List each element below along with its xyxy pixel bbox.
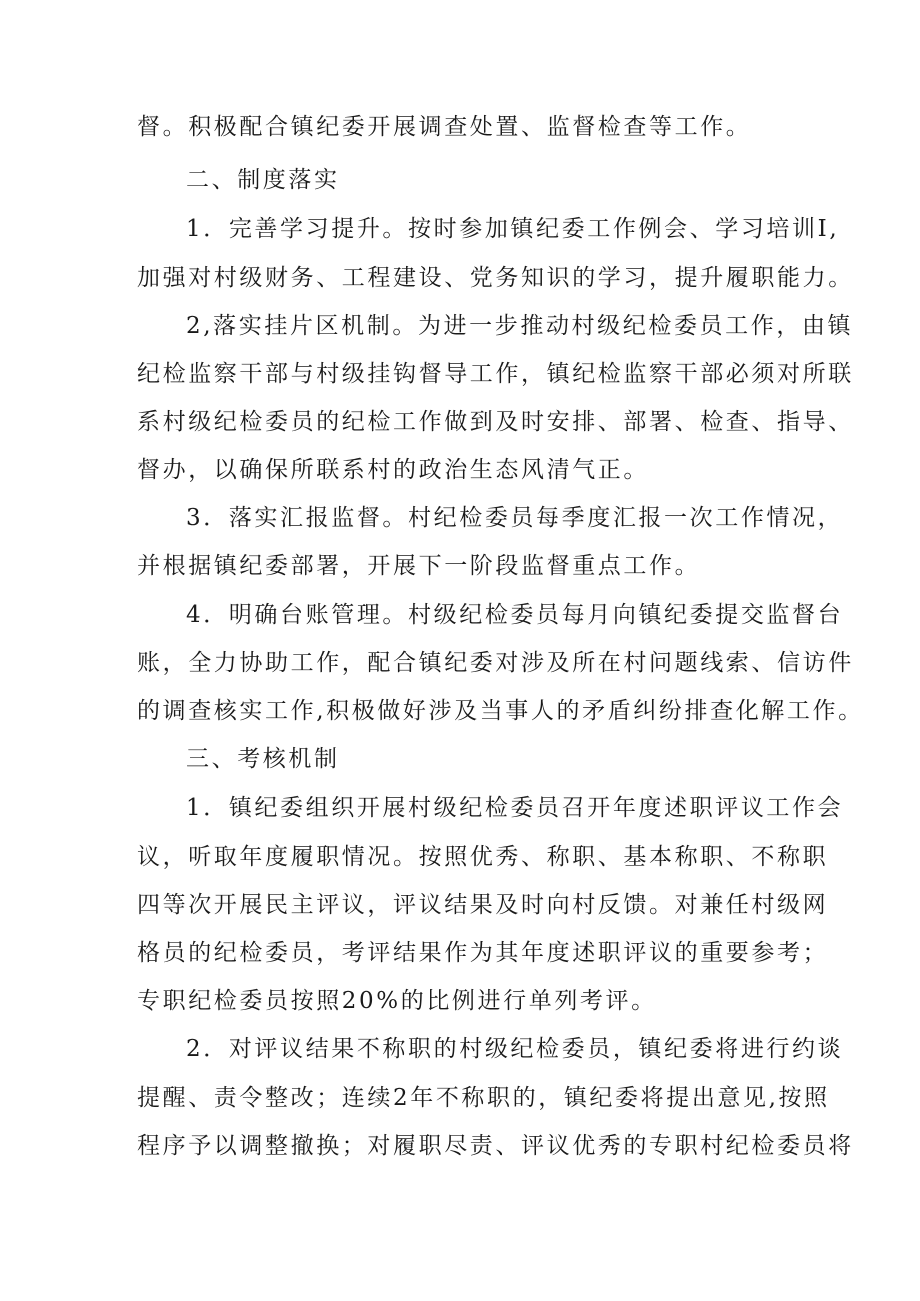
text-line: 1．完善学习提升。按时参加镇纪委工作例会、学习培训I, — [186, 216, 840, 242]
text-line: 2．对评议结果不称职的村级纪检委员，镇纪委将进行约谈 — [186, 1036, 844, 1062]
text-line: 四等次开展民主评议，评议结果及时向村反馈。对兼任村级网 — [137, 892, 829, 918]
text-line: 纪检监察干部与村级挂钩督导工作，镇纪检监察干部必须对所联 — [137, 361, 854, 387]
text-line: 的调查核实工作,积极做好涉及当事人的矛盾纠纷排查化解工作。 — [137, 698, 864, 724]
text-line: 督。积极配合镇纪委开展调查处置、监督检查等工作。 — [137, 114, 752, 140]
text-line: 账，全力协助工作，配合镇纪委对涉及所在村问题线索、信访件 — [137, 650, 854, 676]
text-line: 程序予以调整撤换；对履职尽责、评议优秀的专职村纪检委员将 — [137, 1133, 854, 1159]
text-line: 格员的纪检委员，考评结果作为其年度述职评议的重要参考； — [137, 940, 829, 966]
text-line: 加强对村级财务、工程建设、党务知识的学习，提升履职能力。 — [137, 265, 854, 291]
text-line: 系村级纪检委员的纪检工作做到及时安排、部署、检查、指导、 — [137, 409, 854, 435]
text-line: 2,落实挂片区机制。为进一步推动村级纪检委员工作，由镇 — [186, 313, 854, 339]
text-line: 并根据镇纪委部署，开展下一阶段监督重点工作。 — [137, 553, 701, 579]
text-line: 督办，以确保所联系村的政治生态风清气正。 — [137, 457, 649, 483]
text-line: 专职纪检委员按照20%的比例进行单列考评。 — [137, 988, 657, 1014]
section-heading: 三、考核机制 — [186, 746, 340, 772]
section-heading: 二、制度落实 — [186, 167, 340, 193]
text-line: 1．镇纪委组织开展村级纪检委员召开年度述职评议工作会 — [186, 795, 844, 821]
text-line: 提醒、责令整改；连续2年不称职的，镇纪委将提出意见,按照 — [137, 1085, 830, 1111]
text-line: 3．落实汇报监督。村纪检委员每季度汇报一次工作情况， — [186, 505, 844, 531]
text-line: 4．明确台账管理。村级纪检委员每月向镇纪委提交监督台 — [186, 602, 844, 628]
text-line: 议，听取年度履职情况。按照优秀、称职、基本称职、不称职 — [137, 844, 829, 870]
